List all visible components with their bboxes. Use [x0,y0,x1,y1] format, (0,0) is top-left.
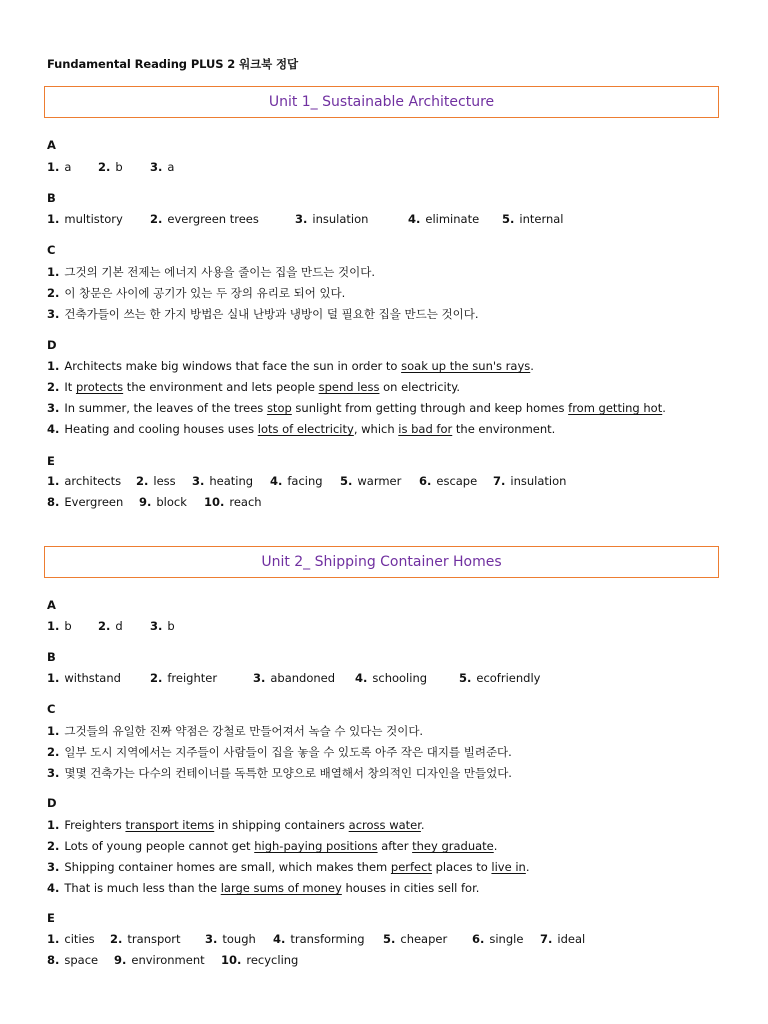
answer-item: 1. withstand [47,671,121,685]
answer-item: 1. cities [47,932,95,946]
sentence-line: 4. That is much less than the large sums of money houses in cities sell for. [47,881,480,895]
sentence-line: 4. Heating and cooling houses uses lots of electricity, which is bad for the environment. [47,422,556,436]
answer-item: 7. ideal [540,932,586,946]
unit-2-title: Unit 2_ Shipping Container Homes [261,554,502,570]
translation-line: 2. 일부 도시 지역에서는 지주들이 사람들이 집을 놓을 수 있도록 아주 작은 대지를 빌려준다. [47,745,512,759]
answer-item: 7. insulation [493,474,567,488]
translation-line: 3. 몇몇 건축가는 다수의 컨테이너를 독특한 모양으로 배열해서 창의적인 디자인을 만들었다. [47,766,512,780]
answer-item: 4. eliminate [408,212,480,226]
sentence-line: 2. It protects the environment and lets people spend less on electricity. [47,380,461,394]
answer-item: 2. less [136,474,176,488]
answer-item: 5. cheaper [383,932,448,946]
answer-item: 9. environment [114,953,205,967]
document-title: Fundamental Reading PLUS 2 워크북 정답 [47,57,299,71]
unit-1-heading [44,86,719,118]
answer-item: 3. abandoned [253,671,336,685]
answer-item: 2. transport [110,932,181,946]
answer-item: 1. b [47,619,72,633]
answer-item: 6. escape [419,474,478,488]
unit-1-section-d-label: D [47,338,57,352]
answer-item: 1. multistory [47,212,123,226]
answer-item: 4. transforming [273,932,365,946]
answer-item: 10. reach [204,495,262,509]
sentence-line: 1. Freighters transport items in shipping containers across water. [47,818,425,832]
unit-1-section-a-label: A [47,138,56,152]
answer-item: 5. internal [502,212,564,226]
sentence-line: 2. Lots of young people cannot get high-paying positions after they graduate. [47,839,498,853]
translation-line: 1. 그것의 기본 전제는 에너지 사용을 줄이는 집을 만드는 것이다. [47,265,375,279]
answer-item: 5. warmer [340,474,402,488]
unit-1-section-c-label: C [47,243,56,257]
unit-2-section-c-label: C [47,702,56,716]
answer-item: 2. b [98,160,123,174]
answer-item: 1. a [47,160,72,174]
translation-line: 1. 그것들의 유일한 진짜 약점은 강철로 만들어져서 녹슬 수 있다는 것이다. [47,724,424,738]
unit-2-section-b-label: B [47,650,56,664]
answer-item: 5. ecofriendly [459,671,541,685]
answer-item: 4. schooling [355,671,428,685]
unit-1-section-b-label: B [47,191,56,205]
answer-item: 9. block [139,495,187,509]
answer-item: 3. a [150,160,175,174]
translation-line: 3. 건축가들이 쓰는 한 가지 방법은 실내 난방과 냉방이 덜 필요한 집을 만드는 것이다. [47,307,479,321]
answer-item: 4. facing [270,474,323,488]
unit-2-section-e-label: E [47,911,55,925]
answer-item: 3. tough [205,932,256,946]
answer-item: 2. evergreen trees [150,212,259,226]
answer-item: 1. architects [47,474,122,488]
answer-item: 3. heating [192,474,254,488]
translation-line: 2. 이 창문은 사이에 공기가 있는 두 장의 유리로 되어 있다. [47,286,346,300]
answer-item: 3. b [150,619,175,633]
answer-item: 3. insulation [295,212,369,226]
answer-item: 6. single [472,932,524,946]
sentence-line: 1. Architects make big windows that face the sun in order to soak up the sun's rays. [47,359,534,373]
unit-1-title: Unit 1_ Sustainable Architecture [268,94,495,110]
answer-item: 8. Evergreen [47,495,124,509]
unit-1-section-e-label: E [47,454,55,468]
sentence-line: 3. Shipping container homes are small, which makes them perfect places to live in. [47,860,530,874]
unit-2-section-a-label: A [47,598,56,612]
unit-2-section-d-label: D [47,796,57,810]
sentence-line: 3. In summer, the leaves of the trees stop sunlight from getting through and keep homes from getting hot. [47,401,666,415]
answer-item: 2. freighter [150,671,218,685]
answer-item: 2. d [98,619,123,633]
answer-item: 10. recycling [221,953,299,967]
answer-item: 8. space [47,953,99,967]
unit-2-heading [44,546,719,578]
